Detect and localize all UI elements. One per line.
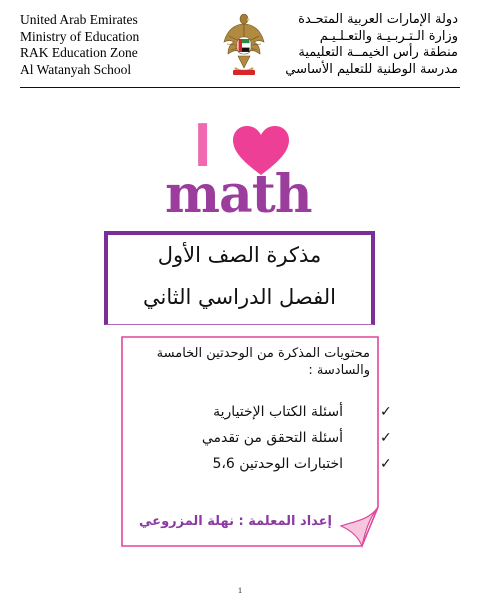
checklist-item-text: اختبارات الوحدتين 5،6 [212,456,343,472]
header-english-line-1: United Arab Emirates [20,12,138,27]
logo-letter-i: I [194,111,212,180]
title-line-class: مذكرة الصف الأول [157,243,322,267]
header-arabic-line-2: وزارة الـتـربـيـة والتعـلـيـم [319,28,458,44]
check-icon: ✓ [380,430,392,446]
checklist-item [0,404,480,426]
header-arabic-line-1: دولة الإمارات العربية المتحـدة [298,12,458,27]
checklist-item-text: أسئلة الكتاب الإختيارية [213,404,343,420]
checklist-item-text: أسئلة التحقق من تقدمي [201,430,343,446]
header-arabic-line-4: مدرسة الوطنية للتعليم الأساسي [285,61,458,77]
checklist-item [0,456,480,478]
header-arabic-line-3: منطقة رأس الخيمــة التعليمية [298,45,458,60]
author-credit: إعداد المعلمة : نهلة المزروعي [139,514,332,529]
check-icon: ✓ [380,456,392,472]
title-line-semester: الفصل الدراسي الثاني [143,285,336,309]
logo-word-math: math [165,164,312,225]
check-icon: ✓ [380,404,392,420]
page-number: 1 [238,586,242,595]
header-english-line-2: Ministry of Education [20,28,140,44]
header-english-line-3: RAK Education Zone [20,45,138,60]
header-english-line-4: Al Watanyah School [20,61,132,77]
checklist-item [0,430,480,452]
contents-intro: محتويات المذكرة من الوحدتين الخامسة والسادسة : [156,346,370,378]
